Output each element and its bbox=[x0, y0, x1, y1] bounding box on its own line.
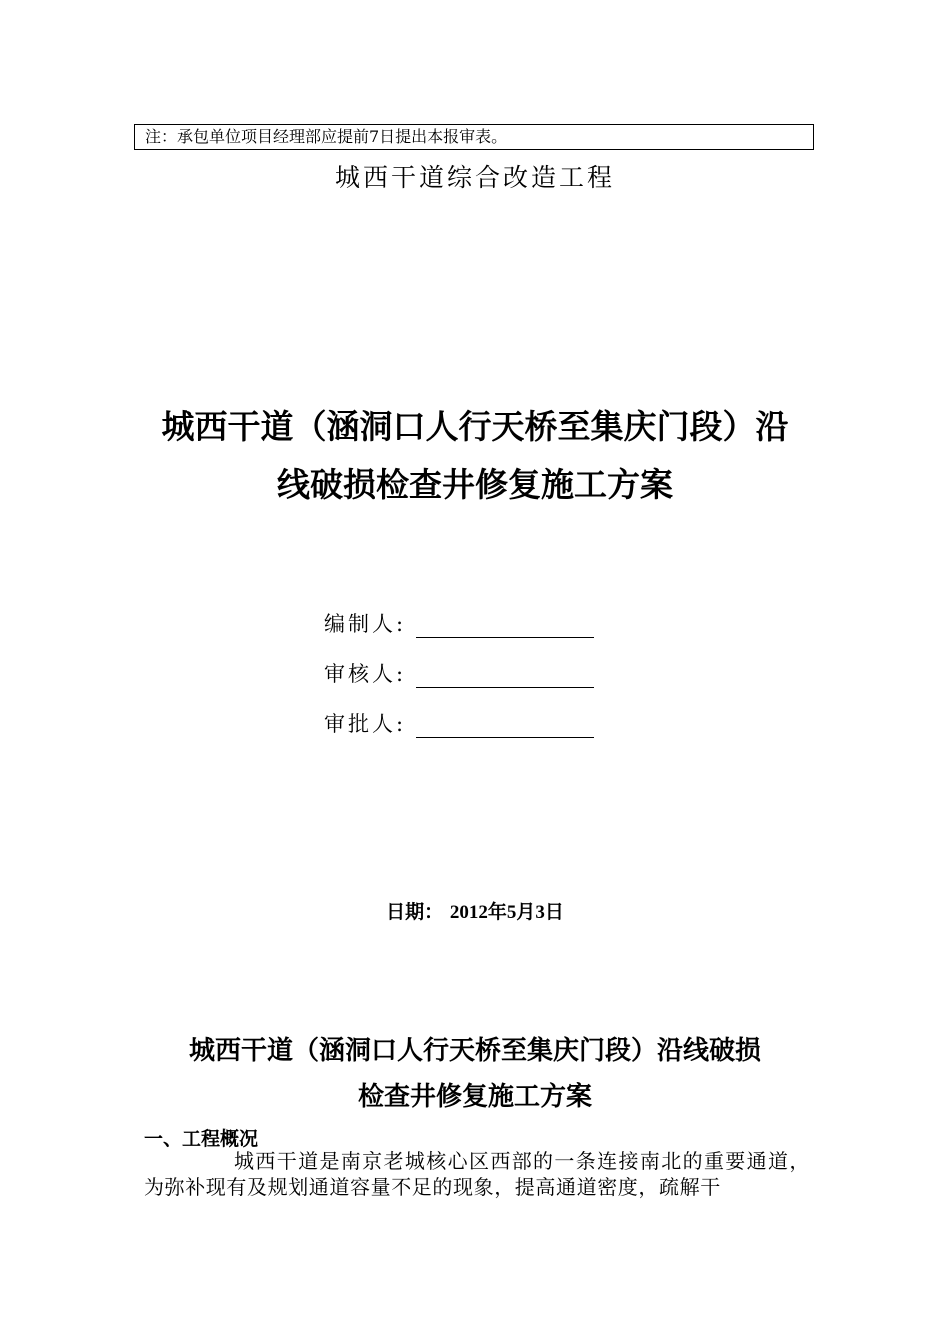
signature-row-compiler bbox=[324, 608, 594, 638]
date-row bbox=[0, 897, 950, 924]
signature-blank-line bbox=[416, 715, 594, 738]
signature-label: 审核人: bbox=[324, 662, 407, 686]
document-heading-line-2: 检查井修复施工方案 bbox=[357, 1082, 592, 1112]
signature-row-reviewer bbox=[324, 658, 594, 688]
document-heading-line-1: 城西干道（涵洞口人行天桥至集庆门段）沿线破损 bbox=[188, 1036, 761, 1066]
main-title-line-2: 线破损检查井修复施工方案 bbox=[277, 465, 673, 504]
section-heading: 一、工程概况 bbox=[144, 1128, 259, 1150]
section-paragraph: 城西干道是南京老城核心区西部的一条连接南北的重要通道，为弥补现有及规划通道容量不足的现象，提高通道密度，疏解干 bbox=[144, 1149, 810, 1199]
main-title bbox=[100, 398, 850, 514]
date-label: 日期： bbox=[386, 902, 444, 923]
signature-blank-line bbox=[416, 665, 594, 688]
approval-note bbox=[134, 124, 814, 150]
date-value: 2012年5月3日 bbox=[449, 902, 564, 923]
signature-row-approver bbox=[324, 708, 594, 738]
signature-label: 审批人: bbox=[324, 712, 407, 736]
approval-note-text: 注：承包单位项目经理部应提前7日提出本报审表。 bbox=[145, 127, 508, 146]
signature-blank-line bbox=[416, 615, 594, 638]
signature-label: 编制人: bbox=[324, 612, 407, 636]
main-title-line-1: 城西干道（涵洞口人行天桥至集庆门段）沿 bbox=[161, 407, 789, 446]
project-name: 城西干道综合改造工程 bbox=[334, 163, 615, 192]
document-heading bbox=[100, 1028, 850, 1120]
